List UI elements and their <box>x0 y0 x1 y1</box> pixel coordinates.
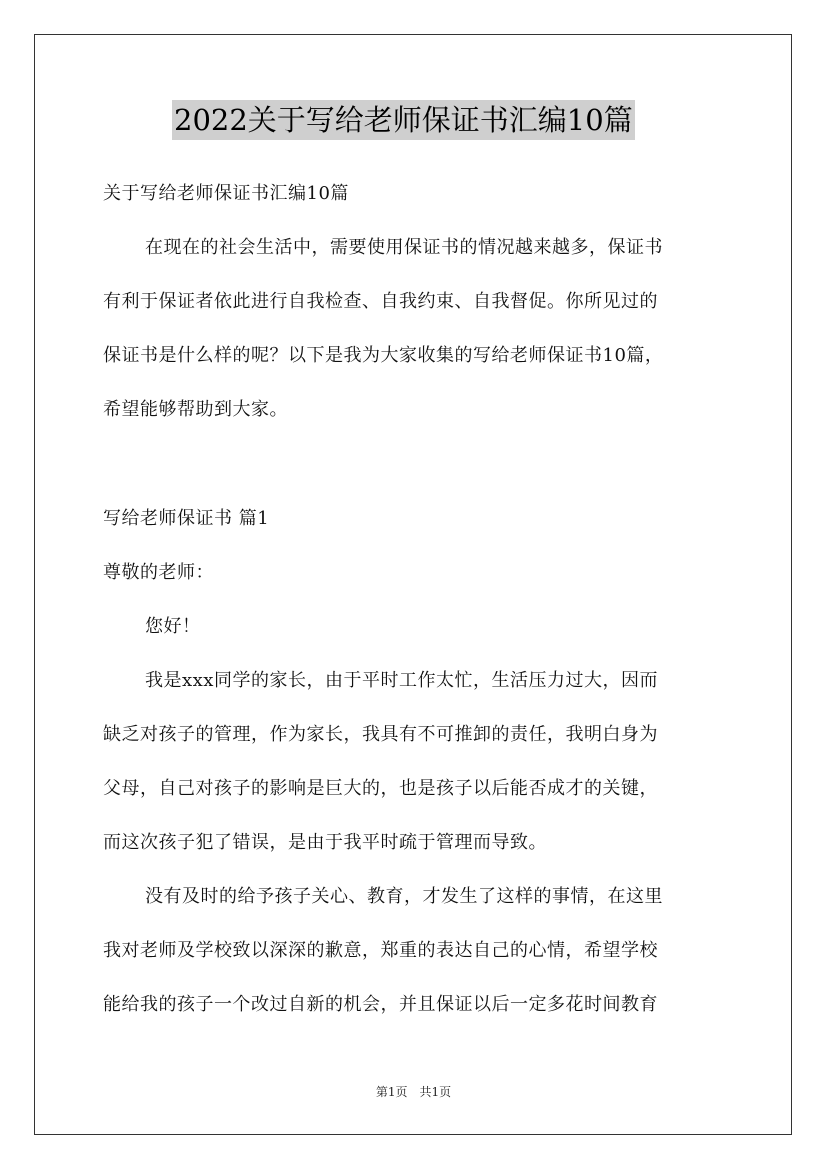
intro-line-4: 希望能够帮助到大家。 <box>103 399 288 420</box>
paragraph2-line-2: 我对老师及学校致以深深的歉意，郑重的表达自己的心情，希望学校 <box>103 940 658 961</box>
document-subtitle: 关于写给老师保证书汇编10篇 <box>103 183 349 204</box>
greeting: 您好！ <box>145 616 201 637</box>
intro-line-1: 在现在的社会生活中，需要使用保证书的情况越来越多，保证书 <box>145 237 663 258</box>
document-title: 2022关于写给老师保证书汇编10篇 <box>172 100 635 140</box>
paragraph1-line-2: 缺乏对孩子的管理，作为家长，我具有不可推卸的责任，我明白身为 <box>103 724 658 745</box>
paragraph2-line-1: 没有及时的给予孩子关心、教育，才发生了这样的事情，在这里 <box>145 886 663 907</box>
paragraph1-line-1: 我是xxx同学的家长，由于平时工作太忙，生活压力过大，因而 <box>145 670 658 691</box>
intro-line-2: 有利于保证者依此进行自我检查、自我约束、自我督促。你所见过的 <box>103 291 658 312</box>
paragraph1-line-3: 父母，自己对孩子的影响是巨大的，也是孩子以后能否成才的关键， <box>103 778 658 799</box>
intro-line-3: 保证书是什么样的呢？以下是我为大家收集的写给老师保证书10篇， <box>103 345 664 366</box>
section-heading: 写给老师保证书 篇1 <box>103 508 270 529</box>
paragraph2-line-3: 能给我的孩子一个改过自新的机会，并且保证以后一定多花时间教育 <box>103 994 658 1015</box>
paragraph1-line-4: 而这次孩子犯了错误，是由于我平时疏于管理而导致。 <box>103 832 547 853</box>
salutation: 尊敬的老师： <box>103 562 214 583</box>
page-number-footer: 第1页 共1页 <box>375 1085 452 1099</box>
